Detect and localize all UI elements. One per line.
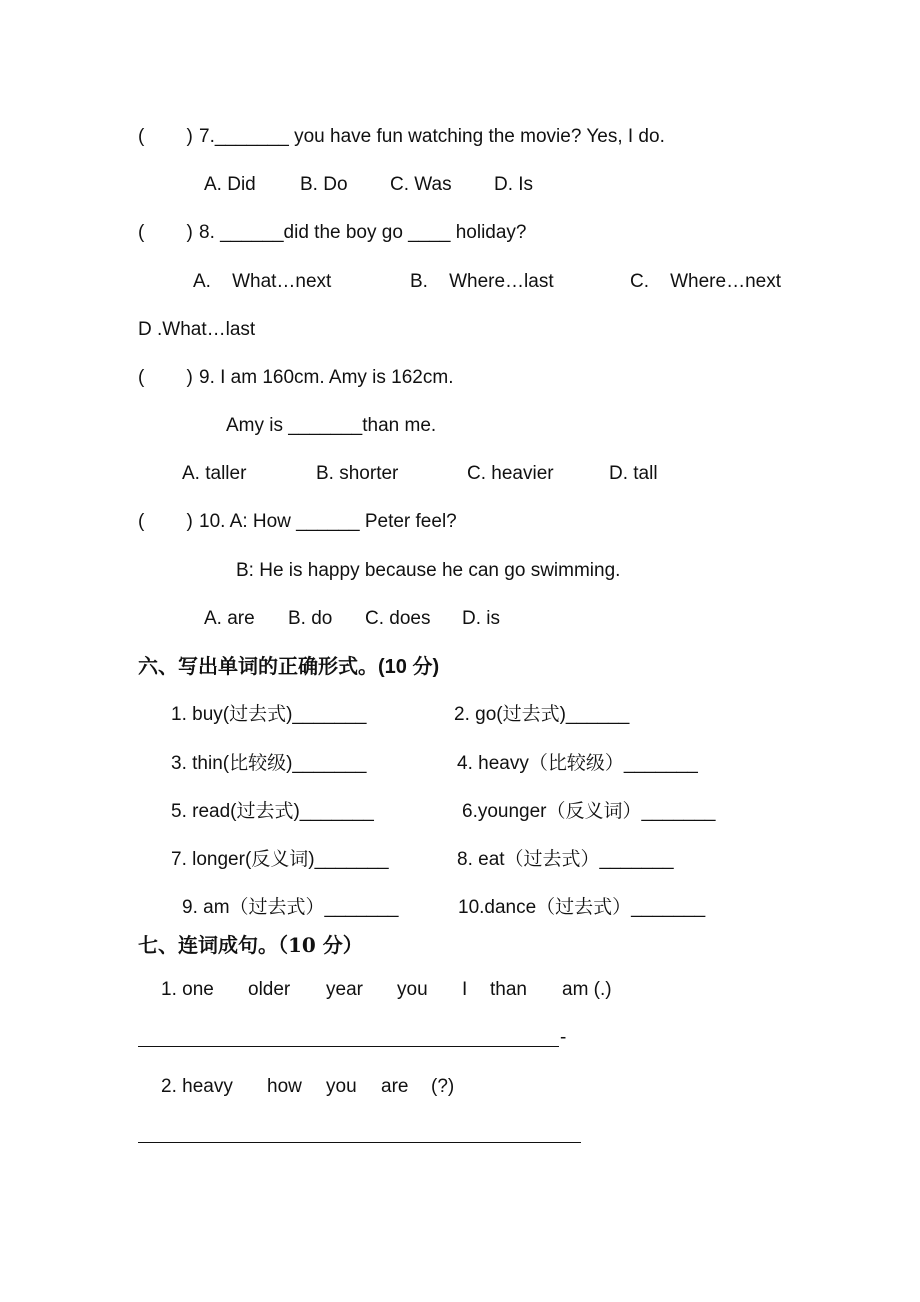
sentence-1-line-dash: -	[560, 1027, 567, 1048]
section-7-heading: 七、连词成句。（10 分）	[138, 933, 363, 957]
word-form-item-10[interactable]: 10.dance（过去式）_______	[458, 897, 706, 918]
q8-option-c[interactable]: C. Where…next	[630, 271, 781, 292]
word-form-item-5[interactable]: 5. read(过去式)_______	[171, 801, 374, 822]
q9-option-b[interactable]: B. shorter	[316, 463, 399, 484]
sentence-2-word: are	[381, 1076, 409, 1097]
sentence-1-word: 1. one	[161, 979, 214, 1000]
q9-option-c[interactable]: C. heavier	[467, 463, 554, 484]
sentence-2-answer-line[interactable]	[138, 1142, 581, 1143]
q8-option-d[interactable]: D .What…last	[138, 319, 256, 340]
sentence-2-word: you	[326, 1076, 357, 1097]
q9-option-d[interactable]: D. tall	[609, 463, 658, 484]
q7-paren[interactable]: ( )	[138, 126, 193, 147]
q9-stem: 9. I am 160cm. Amy is 162cm.	[199, 367, 454, 388]
word-form-item-7[interactable]: 7. longer(反义词)_______	[171, 849, 389, 870]
sentence-1-word: am (.)	[562, 979, 612, 1000]
sentence-1-word: year	[326, 979, 363, 1000]
sentence-2-word: (?)	[431, 1076, 455, 1097]
sentence-1-word: than	[490, 979, 527, 1000]
q10-option-b[interactable]: B. do	[288, 608, 333, 629]
sentence-1-word: older	[248, 979, 291, 1000]
sentence-1-word: I	[462, 979, 468, 1000]
q8-stem: 8. ______did the boy go ____ holiday?	[199, 222, 527, 243]
sentence-2-word: 2. heavy	[161, 1076, 233, 1097]
word-form-item-1[interactable]: 1. buy(过去式)_______	[171, 704, 367, 725]
q9-paren[interactable]: ( )	[138, 367, 193, 388]
word-form-item-8[interactable]: 8. eat（过去式）_______	[457, 849, 674, 870]
word-form-item-3[interactable]: 3. thin(比较级)_______	[171, 753, 367, 774]
sentence-2-word: how	[267, 1076, 302, 1097]
q10-stem-line2: B: He is happy because he can go swimming.	[236, 560, 621, 581]
q10-stem: 10. A: How ______ Peter feel?	[199, 511, 457, 532]
q8-option-b[interactable]: B. Where…last	[410, 271, 554, 292]
q7-option-c[interactable]: C. Was	[390, 174, 452, 195]
q10-option-a[interactable]: A. are	[204, 608, 255, 629]
q10-option-c[interactable]: C. does	[365, 608, 431, 629]
q10-option-d[interactable]: D. is	[462, 608, 500, 629]
q9-stem-line2: Amy is _______than me.	[226, 415, 437, 436]
q7-option-b[interactable]: B. Do	[300, 174, 348, 195]
sentence-1-answer-line[interactable]	[138, 1046, 559, 1047]
word-form-item-2[interactable]: 2. go(过去式)______	[454, 704, 630, 725]
word-form-item-6[interactable]: 6.younger（反义词）_______	[462, 801, 716, 822]
q8-paren[interactable]: ( )	[138, 222, 193, 243]
word-form-item-4[interactable]: 4. heavy（比较级）_______	[457, 753, 698, 774]
q7-option-d[interactable]: D. Is	[494, 174, 534, 195]
word-form-item-9[interactable]: 9. am（过去式）_______	[182, 897, 399, 918]
section-6-heading: 六、写出单词的正确形式。(10 分)	[138, 656, 440, 678]
q10-paren[interactable]: ( )	[138, 511, 193, 532]
q7-option-a[interactable]: A. Did	[204, 174, 256, 195]
q7-stem: 7._______ you have fun watching the movie? Yes, I do.	[199, 126, 665, 147]
sentence-1-word: you	[397, 979, 428, 1000]
q8-option-a[interactable]: A. What…next	[193, 271, 332, 292]
q9-option-a[interactable]: A. taller	[182, 463, 247, 484]
